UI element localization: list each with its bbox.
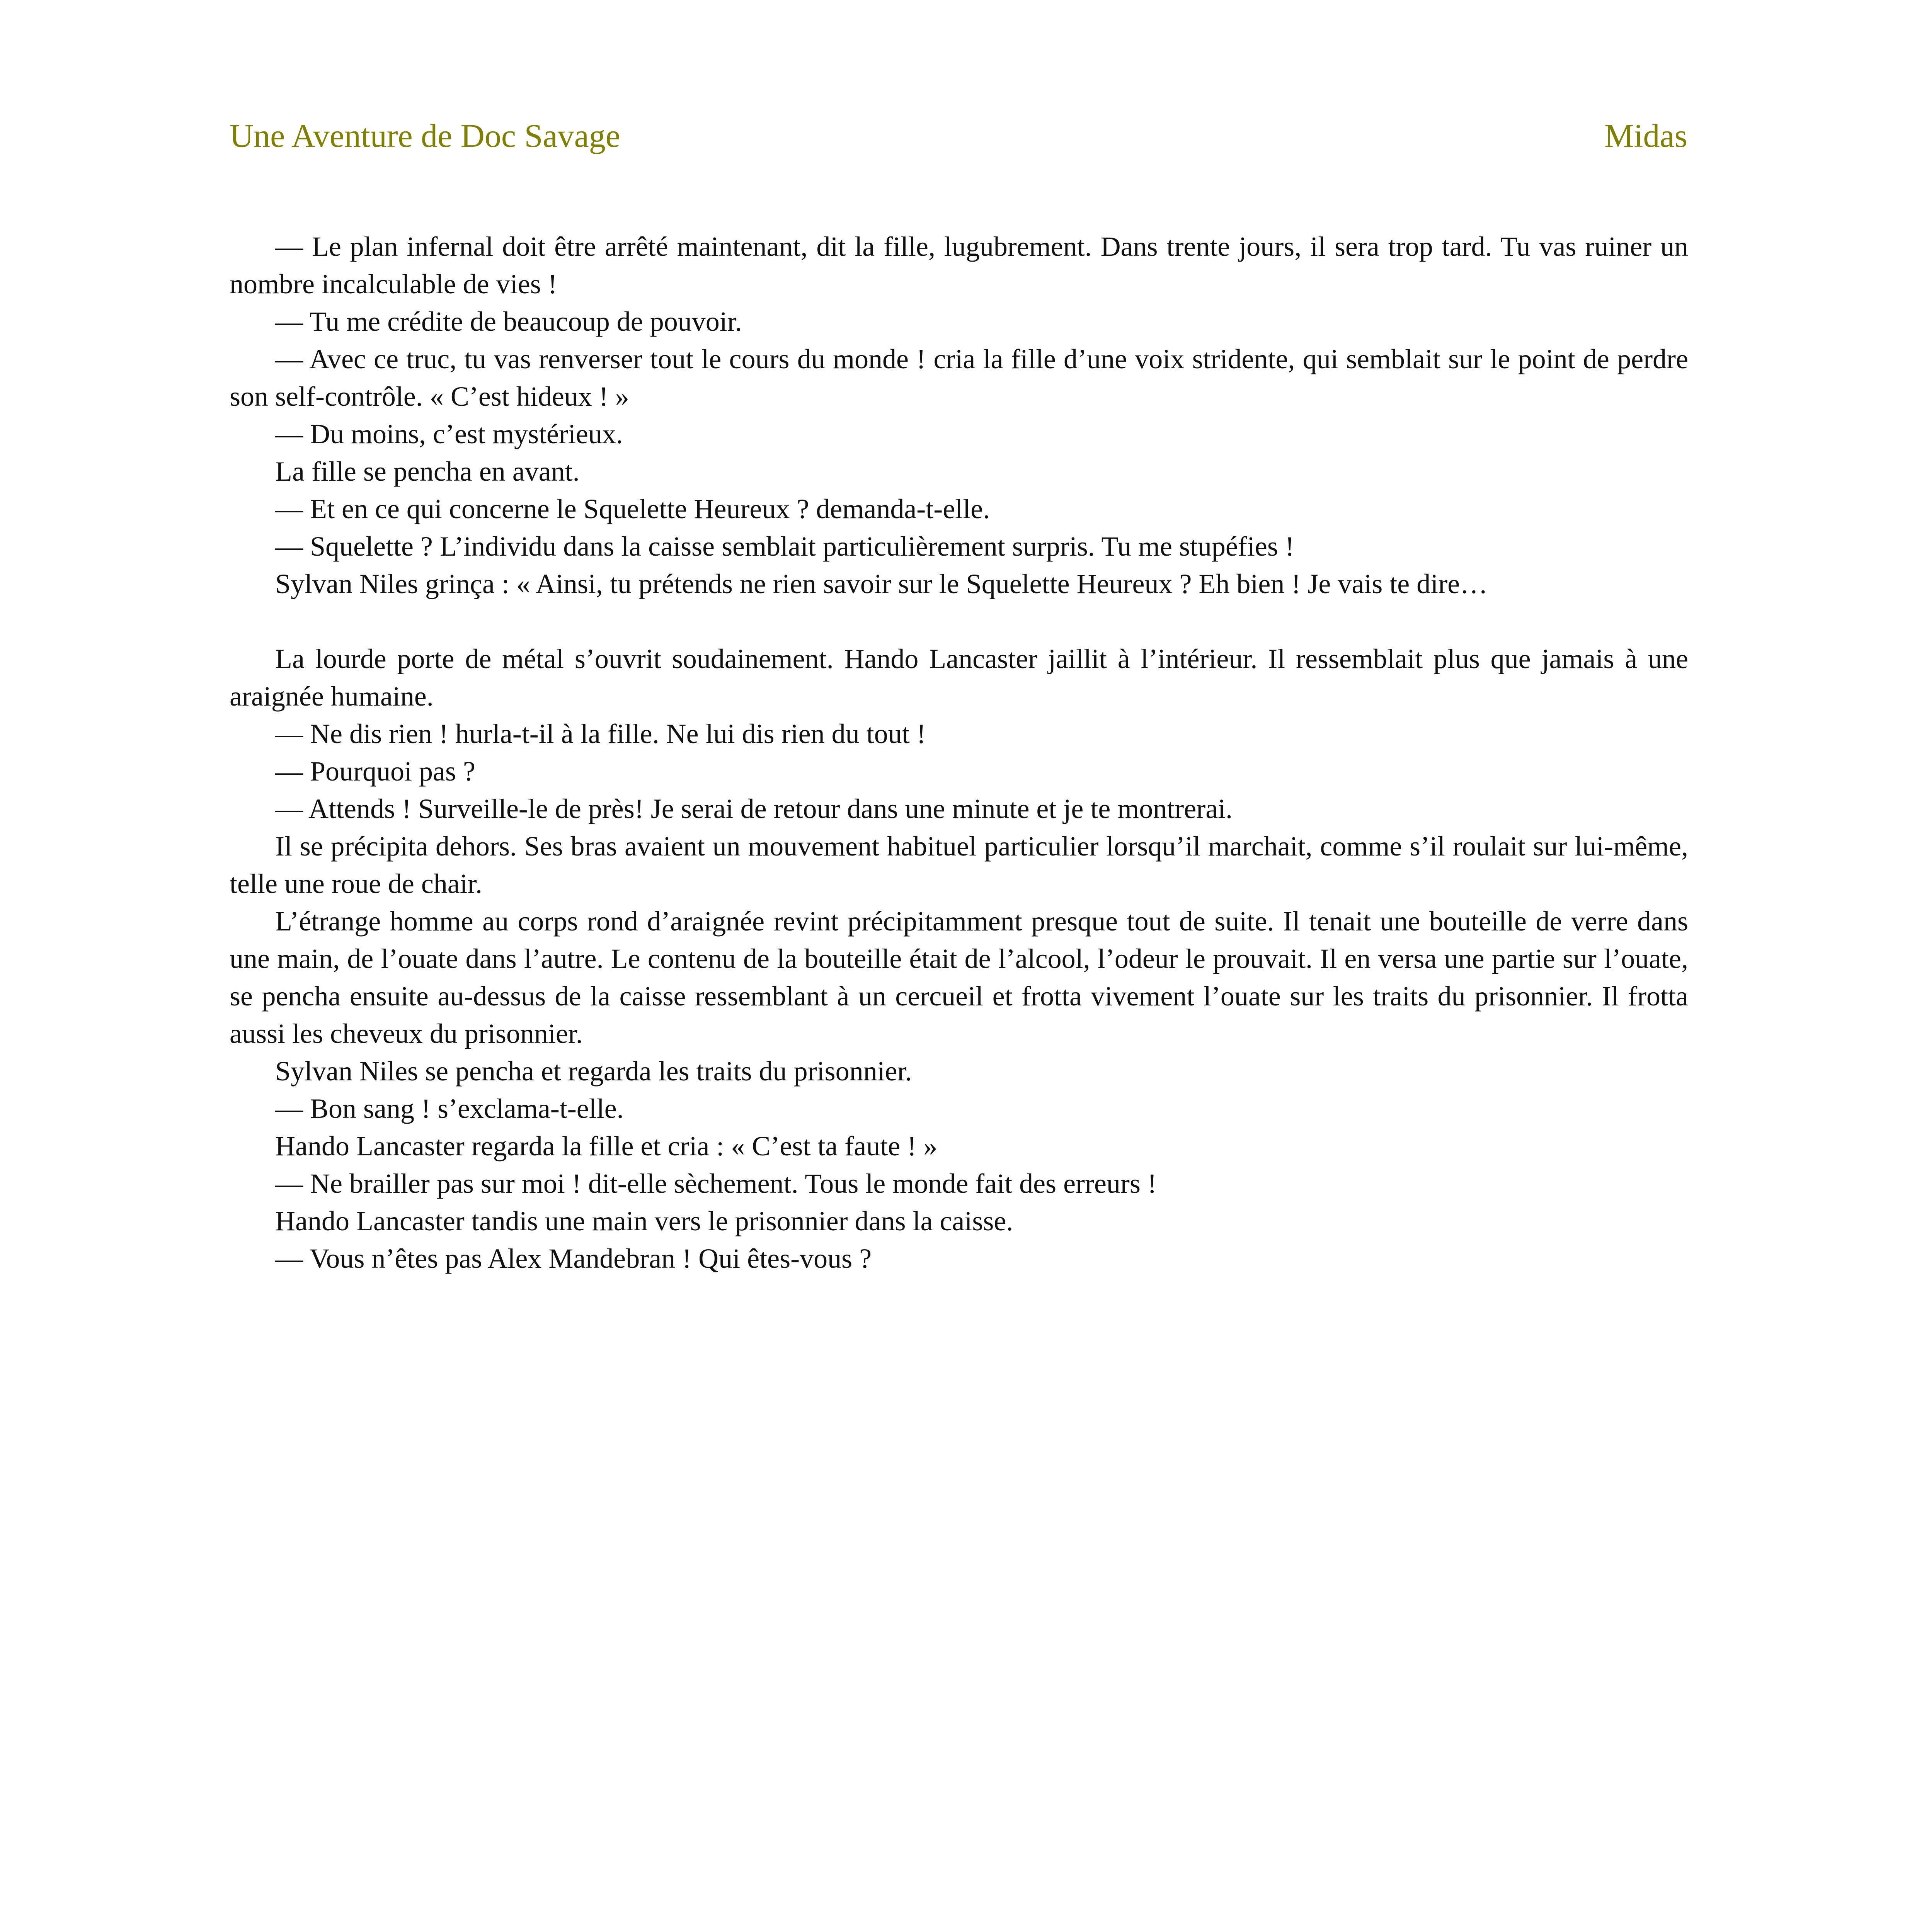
paragraph: — Tu me crédite de beaucoup de pouvoir. bbox=[275, 306, 742, 337]
header-chapter-title: Midas bbox=[1604, 117, 1687, 154]
running-header bbox=[230, 114, 1687, 157]
paragraph: — Le plan infernal doit être arrêté maintenant, dit la fille, lugubrement. Dans trente jours, il sera trop tard. Tu vas ruiner un nombre incalculable de vies ! bbox=[230, 231, 1688, 299]
paragraph: — Ne dis rien ! hurla-t-il à la fille. Ne lui dis rien du tout ! bbox=[275, 718, 926, 749]
paragraph: L’étrange homme au corps rond d’araignée revint précipitamment presque tout de suite. Il tenait une bouteille de verre dans une main, de l’ouate dans l’autre. Le contenu de la bouteille était de l’alcool, l’odeur le prouvait. Il en versa une partie sur l’ouate, se pencha ensuite au-dessus de la caisse ressemblant à un cercueil et frotta vivement l’ouate sur les traits du prisonnier. Il frotta aussi les cheveux du prisonnier. bbox=[230, 906, 1688, 1049]
header-book-title: Une Aventure de Doc Savage bbox=[230, 117, 620, 154]
paragraph: Hando Lancaster tandis une main vers le prisonnier dans la caisse. bbox=[275, 1206, 1013, 1236]
paragraph: Il se précipita dehors. Ses bras avaient un mouvement habituel particulier lorsqu’il marchait, comme s’il roulait sur lui-même, telle une roue de chair. bbox=[230, 831, 1688, 899]
paragraph: — Bon sang ! s’exclama-t-elle. bbox=[275, 1093, 624, 1124]
paragraph: — Attends ! Surveille-le de près! Je serai de retour dans une minute et je te montrerai. bbox=[275, 793, 1233, 824]
paragraph: La lourde porte de métal s’ouvrit soudainement. Hando Lancaster jaillit à l’intérieur. Il ressemblait plus que jamais à une araignée humaine. bbox=[230, 643, 1688, 712]
paragraph: Sylvan Niles se pencha et regarda les traits du prisonnier. bbox=[275, 1056, 912, 1087]
paragraph: — Squelette ? L’individu dans la caisse semblait particulièrement surpris. Tu me stupéfies ! bbox=[275, 531, 1294, 562]
paragraph: — Avec ce truc, tu vas renverser tout le cours du monde ! cria la fille d’une voix stridente, qui semblait sur le point de perdre son self-contrôle. « C’est hideux ! » bbox=[230, 344, 1688, 412]
paragraph: Sylvan Niles grinça : « Ainsi, tu prétends ne rien savoir sur le Squelette Heureux ? Eh bien ! Je vais te dire… bbox=[275, 568, 1488, 599]
paragraph: La fille se pencha en avant. bbox=[275, 456, 580, 487]
paragraph: — Du moins, c’est mystérieux. bbox=[275, 418, 623, 449]
paragraph: — Ne brailler pas sur moi ! dit-elle sèchement. Tous le monde fait des erreurs ! bbox=[275, 1168, 1157, 1199]
body-text bbox=[230, 228, 1688, 1277]
paragraph: — Et en ce qui concerne le Squelette Heureux ? demanda-t-elle. bbox=[275, 493, 990, 524]
section-break bbox=[230, 603, 1688, 640]
paragraph: — Vous n’êtes pas Alex Mandebran ! Qui êtes-vous ? bbox=[275, 1243, 872, 1274]
paragraph: — Pourquoi pas ? bbox=[275, 756, 475, 787]
paragraph: Hando Lancaster regarda la fille et cria : « C’est ta faute ! » bbox=[275, 1131, 938, 1162]
